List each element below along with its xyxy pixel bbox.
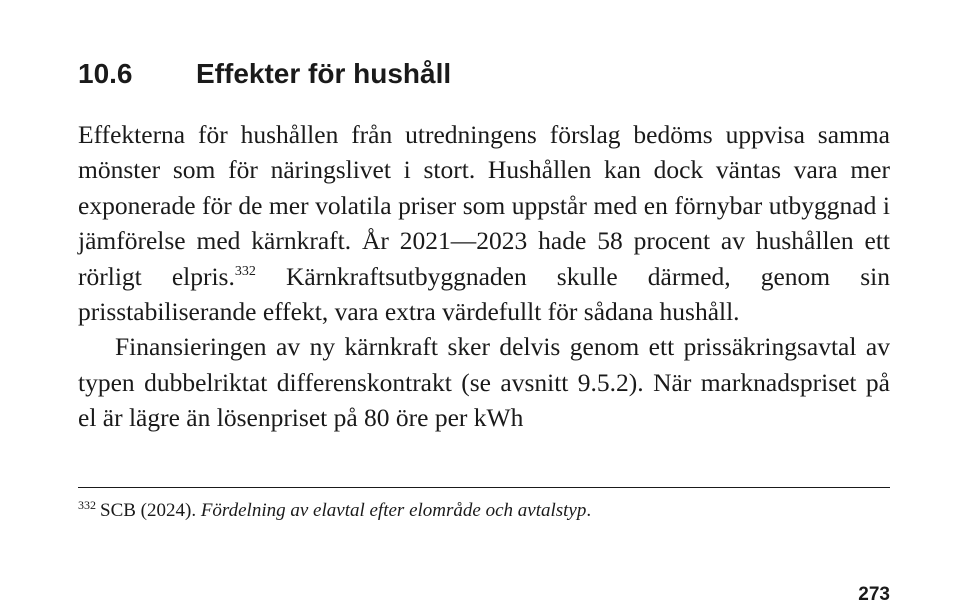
section-title: Effekter för hushåll [196, 58, 452, 89]
paragraph-1-text: Effekterna för hushållen från utredningens förslag bedöms uppvisa samma mönster som för näringslivet i stort. Hushållen kan dock väntas vara mer exponerade för de mer volatila priser som uppstår med en förnybar utbyggnad i jämförelse med kärnkraft. År 2021—2023 hade 58 procent av hushållen ett rörligt elpris. [78, 120, 890, 291]
footnote-end: . [586, 500, 592, 521]
paragraph-2: Finansieringen av ny kärnkraft sker delvis genom ett prissäkringsavtal av typen dubbelriktat differenskontrakt (se avsnitt 9.5.2). När marknadspriset på el är lägre än lösenpriset på 80 öre per kWh [78, 332, 890, 433]
footnote-title: Fördelning av elavtal efter elområde och avtalstyp [200, 500, 587, 521]
document-page [78, 0, 890, 605]
section-heading [78, 56, 451, 92]
paragraph-1-continuation: Kärnkraftsutbyggnaden skulle därmed, genom sin prisstabiliserande effekt, vara extra värdefullt för sådana hushåll. [78, 261, 890, 327]
footnote [78, 498, 890, 524]
footnote-reference[interactable]: 332 [234, 263, 256, 279]
footnote-divider [78, 487, 890, 488]
footnote-number: 332 [78, 498, 96, 512]
footnote-source: SCB (2024). [100, 500, 201, 521]
page-number: 273 [858, 584, 890, 605]
paragraph-1 [78, 117, 890, 329]
body-text [78, 117, 890, 436]
section-number: 10.6 [78, 58, 133, 89]
